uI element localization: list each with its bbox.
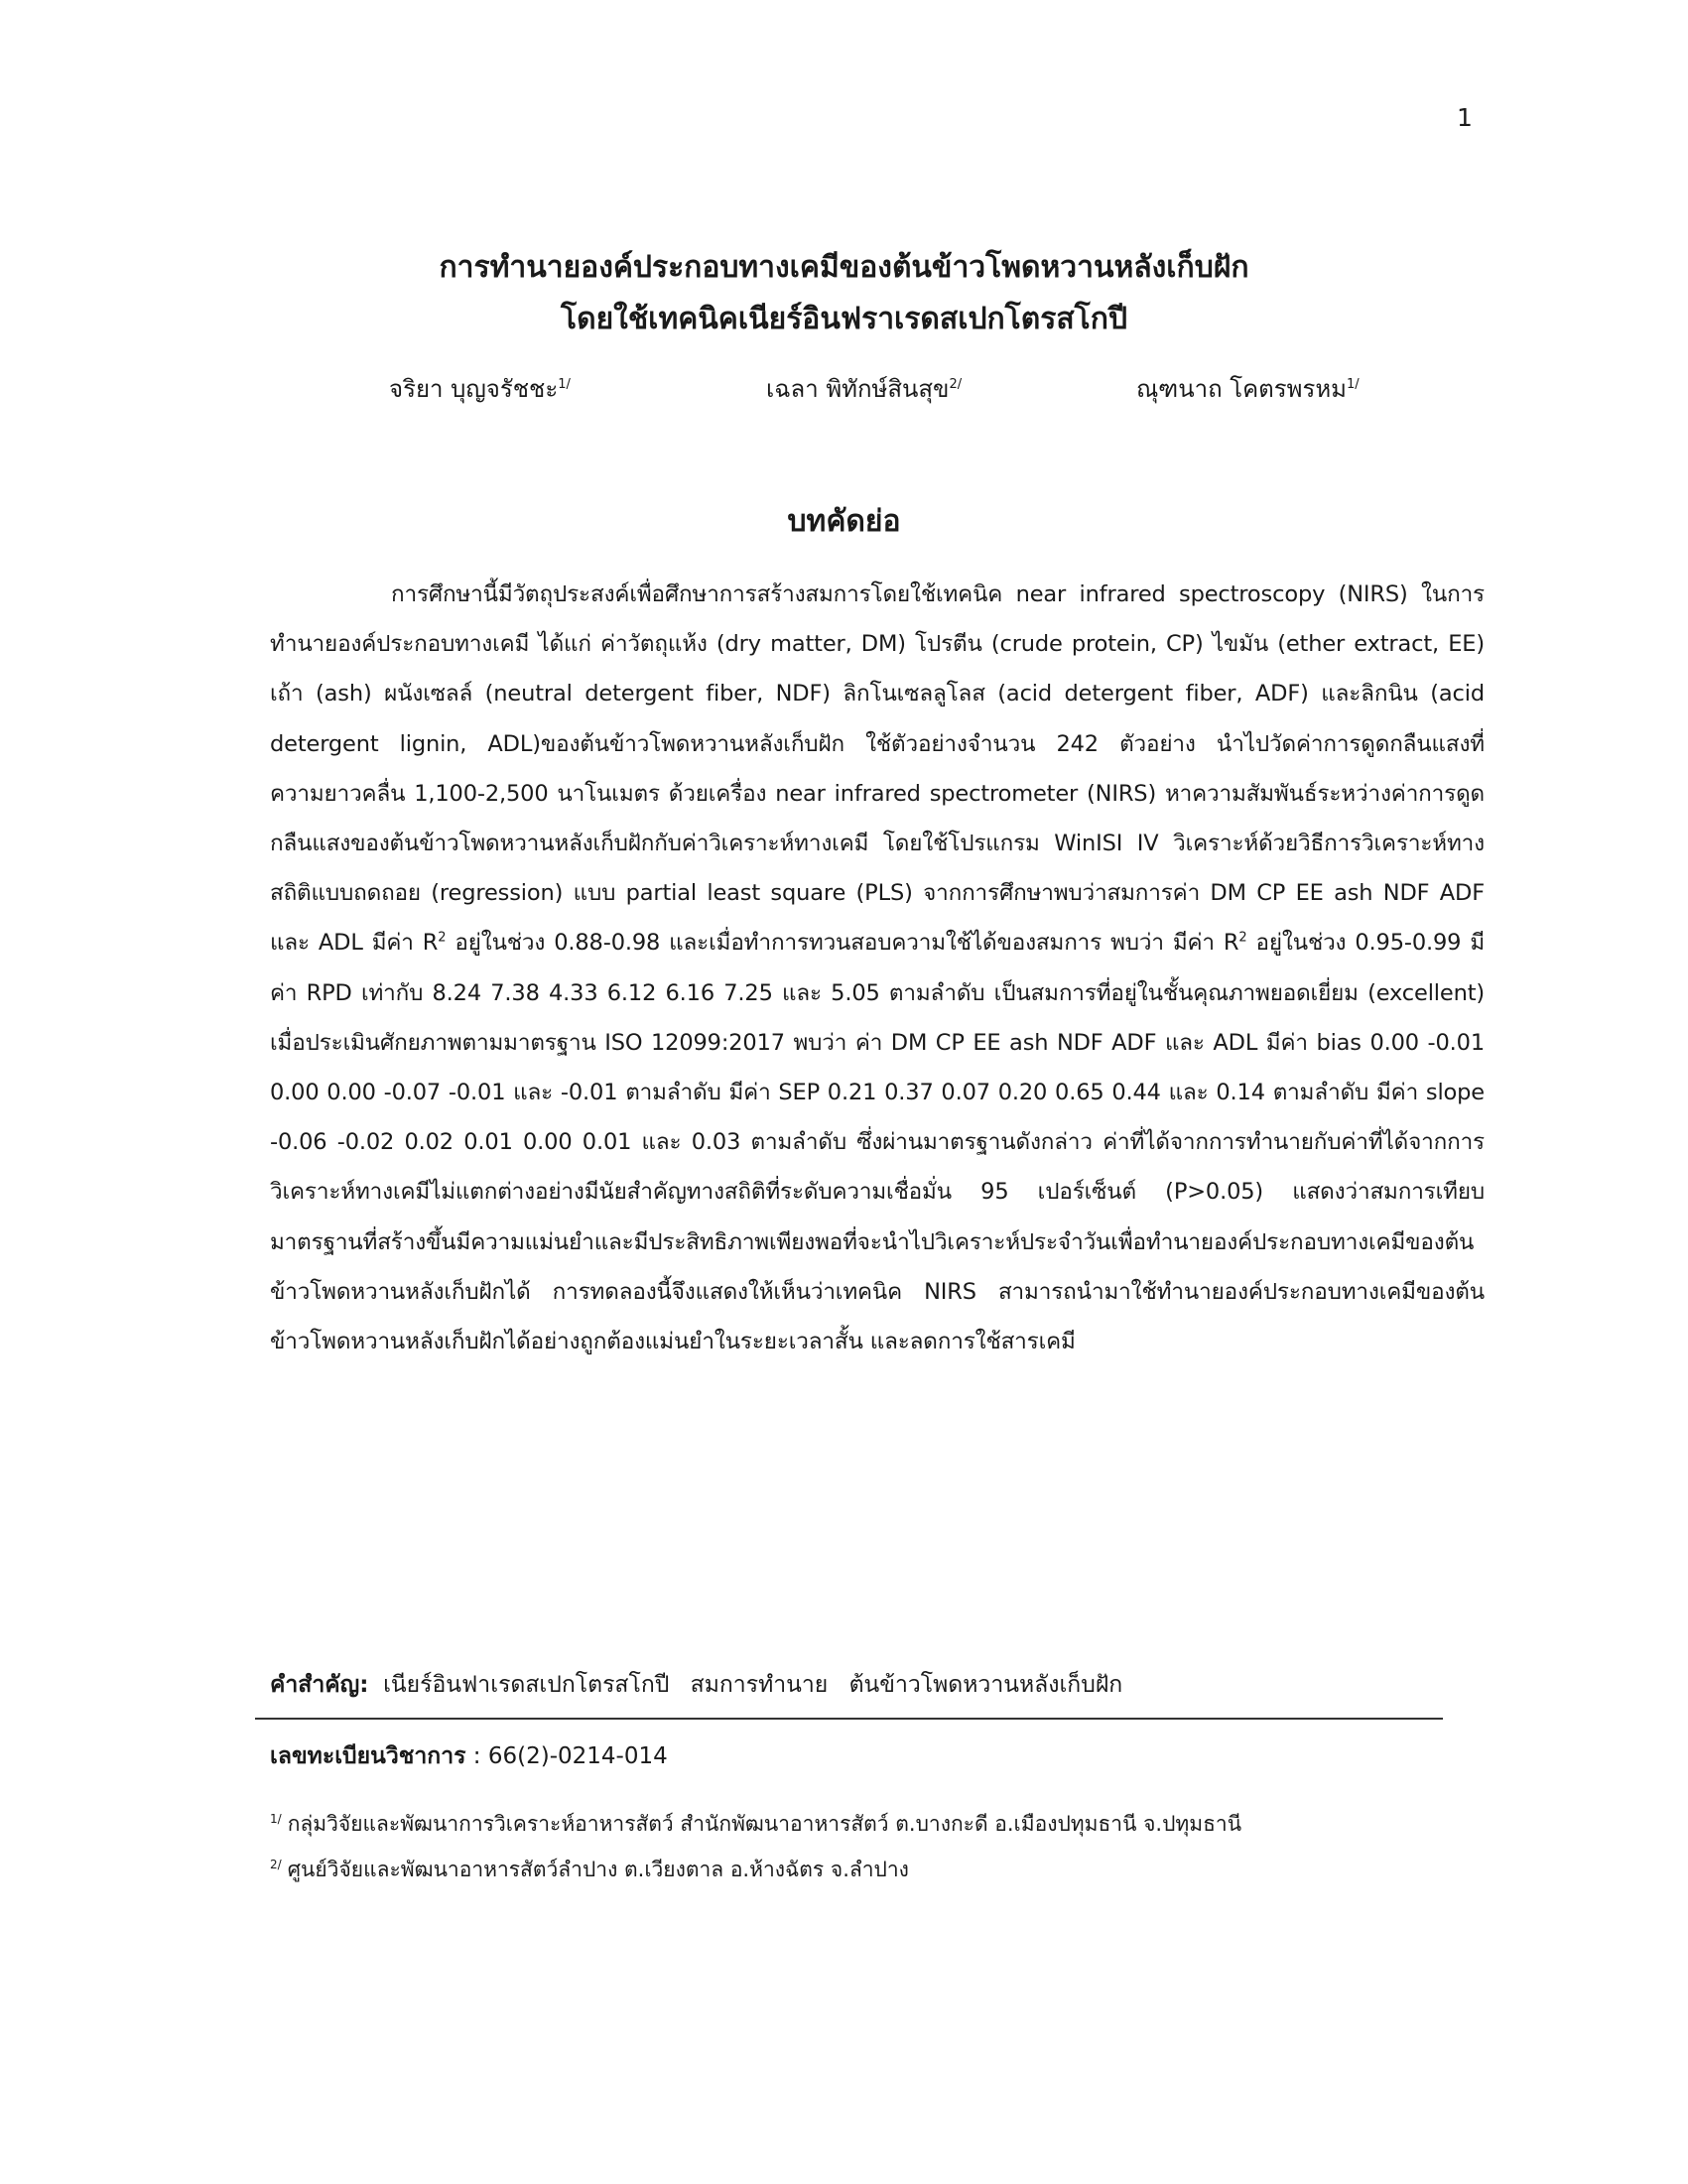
footnote bbox=[270, 1854, 909, 1886]
author bbox=[1136, 369, 1360, 408]
footnote bbox=[270, 1808, 1241, 1841]
title-line-2: โดยใช้เทคนิคเนียร์อินฟราเรดสเปกโตรสโกปี bbox=[561, 302, 1127, 336]
abstract-heading: บทคัดย่อ bbox=[787, 504, 901, 539]
abstract-body bbox=[270, 570, 1485, 1366]
keywords-label: คำสำคัญ: bbox=[270, 1672, 369, 1698]
author-name: จริยา บุญจรัชชะ bbox=[389, 375, 559, 403]
keyword: ต้นข้าวโพดหวานหลังเก็บฝัก bbox=[848, 1672, 1123, 1698]
paper-title bbox=[0, 242, 1688, 345]
author-affiliation-marker: 2/ bbox=[949, 377, 963, 392]
keyword: สมการทำนาย bbox=[690, 1672, 829, 1698]
footnote-marker: 2/ bbox=[270, 1858, 282, 1871]
registration-label: เลขทะเบียนวิชาการ bbox=[270, 1743, 466, 1769]
page-number: 1 bbox=[1457, 103, 1473, 132]
registration-value: 66(2)-0214-014 bbox=[487, 1743, 668, 1769]
abstract-text-part: การศึกษานี้มีวัตถุประสงค์เพื่อศึกษาการสร้างสมการโดยใช้เทคนิค near infrared spectroscopy (NIRS) ในการทำนายองค์ประกอบทางเคมี ได้แก่ ค่าวัตถุแห้ง (dry matter, DM) โปรตีน (crude protein, CP) ไขมัน (ether extract, EE) เถ้า (ash) ผนังเซลล์ (neutral detergent fiber, NDF) ลิกโนเซลลูโลส (acid detergent fiber, ADF) และลิกนิน (acid detergent lignin, ADL)ของต้นข้าวโพดหวานหลังเก็บฝัก ใช้ตัวอย่างจำนวน 242 ตัวอย่าง นำไปวัดค่าการดูดกลืนแสงที่ความยาวคลื่น 1,100-2,500 นาโนเมตร ด้วยเครื่อง near infrared spectrometer (NIRS) หาความสัมพันธ์ระหว่างค่าการดูดกลืนแสงของต้นข้าวโพดหวานหลังเก็บฝักกับค่าวิเคราะห์ทางเคมี โดยใช้โปรแกรม WinISI IV วิเคราะห์ด้วยวิธีการวิเคราะห์ทางสถิติแบบถดถอย (regression) แบบ partial least square (PLS) จากการศึกษาพบว่าสมการค่า DM CP EE ash NDF ADF และ ADL มีค่า R bbox=[270, 581, 1485, 957]
title-line-1: การทำนายองค์ประกอบทางเคมีของต้นข้าวโพดหวานหลังเก็บฝัก bbox=[439, 250, 1249, 285]
footnote-marker: 1/ bbox=[270, 1812, 282, 1826]
author bbox=[766, 369, 962, 408]
keyword: เนียร์อินฟาเรดสเปกโตรสโกปี bbox=[383, 1672, 670, 1698]
abstract-text-part: อยู่ในช่วง 0.88-0.98 และเมื่อทำการทวนสอบความใช้ได้ของสมการ พบว่า มีค่า R bbox=[446, 930, 1239, 957]
author-affiliation-marker: 1/ bbox=[558, 377, 571, 392]
footnote-text: ศูนย์วิจัยและพัฒนาอาหารสัตว์ลำปาง ต.เวียงตาล อ.ห้างฉัตร จ.ลำปาง bbox=[287, 1858, 909, 1881]
author-name: เฉลา พิทักษ์สินสุข bbox=[766, 375, 950, 403]
footnote-text: กลุ่มวิจัยและพัฒนาการวิเคราะห์อาหารสัตว์ สำนักพัฒนาอาหารสัตว์ ต.บางกะดี อ.เมืองปทุมธานี จ.ปทุมธานี bbox=[287, 1812, 1242, 1836]
registration-separator: : bbox=[465, 1743, 488, 1769]
registration-number bbox=[270, 1738, 668, 1774]
abstract-text-part: อยู่ในช่วง 0.95-0.99 มีค่า RPD เท่ากับ 8.24 7.38 4.33 6.12 6.16 7.25 และ 5.05 ตามลำดับ เป็นสมการที่อยู่ในชั้นคุณภาพยอดเยี่ยม (excellent) เมื่อประเมินศักยภาพตามมาตรฐาน ISO 12099:2017 พบว่า ค่า DM CP EE ash NDF ADF และ ADL มีค่า bias 0.00 -0.01 0.00 0.00 -0.07 -0.01 และ -0.01 ตามลำดับ มีค่า SEP 0.21 0.37 0.07 0.20 0.65 0.44 และ 0.14 ตามลำดับ มีค่า slope -0.06 -0.02 0.02 0.01 0.00 0.01 และ 0.03 ตามลำดับ ซึ่งผ่านมาตรฐานดังกล่าว ค่าที่ได้จากการทำนายกับค่าที่ได้จากการวิเคราะห์ทางเคมีไม่แตกต่างอย่างมีนัยสำคัญทางสถิติที่ระดับความเชื่อมั่น 95 เปอร์เซ็นต์ (P>0.05) แสดงว่าสมการเทียบมาตรฐานที่สร้างขึ้นมีความแม่นยำและมีประสิทธิภาพเพียงพอที่จะนำไปวิเคราะห์ประจำวันเพื่อทำนายองค์ประกอบทางเคมีของต้นข้าวโพดหวานหลังเก็บฝักได้ การทดลองนี้จึงแสดงให้เห็นว่าเทคนิค NIRS สามารถนำมาใช้ทำนายองค์ประกอบทางเคมีของต้นข้าวโพดหวานหลังเก็บฝักได้อย่างถูกต้องแม่นยำในระยะเวลาสั้น และลดการใช้สารเคมี bbox=[270, 930, 1485, 1355]
section-divider bbox=[255, 1718, 1443, 1720]
author-name: ณุฑนาถ โคตรพรหม bbox=[1136, 375, 1348, 403]
superscript-2: 2 bbox=[1238, 930, 1247, 946]
keywords bbox=[270, 1667, 1485, 1703]
author bbox=[389, 369, 571, 408]
author-list bbox=[0, 369, 1688, 409]
superscript-2: 2 bbox=[438, 930, 447, 946]
author-affiliation-marker: 1/ bbox=[1347, 377, 1360, 392]
